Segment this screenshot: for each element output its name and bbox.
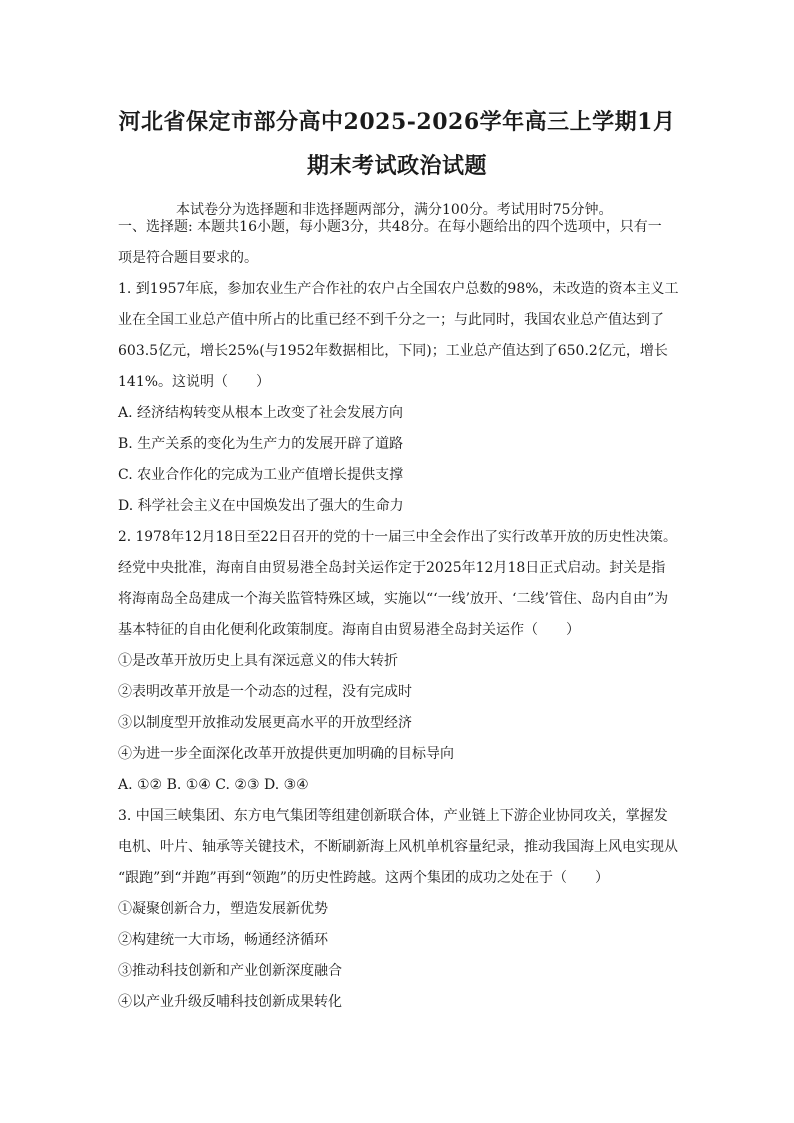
q3-item-1: ①凝聚创新合力，塑造发展新优势 — [118, 901, 328, 917]
q2-stem-line: 2. 1978年12月18日至22日召开的党的十一届三中全会作出了实行改革开放的历史性决策。 — [118, 529, 677, 545]
q1-option-d: D. 科学社会主义在中国焕发出了强大的生命力 — [118, 498, 404, 514]
q1-stem-line: 业在全国工业总产值中所占的比重已经不到千分之一；与此同时，我国农业总产值达到了 — [118, 312, 664, 328]
q2-options: A. ①② B. ①④ C. ②③ D. ③④ — [118, 777, 309, 793]
q1-option-b: B. 生产关系的变化为生产力的发展开辟了道路 — [118, 436, 404, 452]
q2-stem-line: 基本特征的自由化便利化政策制度。海南自由贸易港全岛封关运作（ ） — [118, 622, 580, 638]
question-2 — [118, 522, 680, 801]
q3-stem-line: “跟跑”到“并跑”再到“领跑”的历史性跨越。这两个集团的成功之处在于（ ） — [118, 870, 609, 886]
q2-item-1: ①是改革开放历史上具有深远意义的伟大转折 — [118, 653, 398, 669]
q2-stem-line: 将海南岛全岛建成一个海关监管特殊区域，实施以“‘一线’放开、‘二线’管住、岛内自由”为 — [118, 591, 669, 607]
q1-stem-line: 603.5亿元，增长25%(与1952年数据相比，下同)；工业总产值达到了650.2亿元，增长 — [118, 343, 668, 359]
q3-item-4: ④以产业升级反哺科技创新成果转化 — [118, 994, 342, 1010]
question-3 — [118, 801, 680, 1018]
exam-title — [0, 100, 794, 188]
q2-item-2: ②表明改革开放是一个动态的过程，没有完成时 — [118, 684, 412, 700]
section-line-2: 项是符合题目要求的。 — [118, 250, 258, 266]
exam-content — [118, 212, 680, 1018]
q3-item-2: ②构建统一大市场，畅通经济循环 — [118, 932, 328, 948]
q1-stem-line: 141%。这说明（ ） — [118, 374, 271, 390]
q3-item-3: ③推动科技创新和产业创新深度融合 — [118, 963, 342, 979]
q1-option-a: A. 经济结构转变从根本上改变了社会发展方向 — [118, 405, 404, 421]
q1-stem-line: 1. 到1957年底，参加农业生产合作社的农户占全国农户总数的98%，未改造的资本主义工 — [118, 281, 679, 297]
section-heading — [118, 212, 680, 274]
exam-intro: 本试卷分为选择题和非选择题两部分，满分100分。考试用时75分钟。 — [176, 202, 613, 218]
title-line-1: 河北省保定市部分高中2025-2026学年高三上学期1月 — [118, 109, 676, 135]
title-line-2: 期末考试政治试题 — [306, 153, 487, 179]
q3-stem-line: 电机、叶片、轴承等关键技术，不断刷新海上风机单机容量纪录，推动我国海上风电实现从 — [118, 839, 678, 855]
q2-item-3: ③以制度型开放推动发展更高水平的开放型经济 — [118, 715, 412, 731]
q2-item-4: ④为进一步全面深化改革开放提供更加明确的目标导向 — [118, 746, 454, 762]
q3-stem-line: 3. 中国三峡集团、东方电气集团等组建创新联合体，产业链上下游企业协同攻关，掌握发 — [118, 808, 668, 824]
q2-stem-line: 经党中央批准，海南自由贸易港全岛封关运作定于2025年12月18日正式启动。封关是指 — [118, 560, 666, 576]
section-line-1: 一、选择题: 本题共16小题，每小题3分，共48分。在每小题给出的四个选项中，只有一 — [118, 219, 662, 235]
q1-option-c: C. 农业合作化的完成为工业产值增长提供支撑 — [118, 467, 404, 483]
question-1 — [118, 274, 680, 522]
